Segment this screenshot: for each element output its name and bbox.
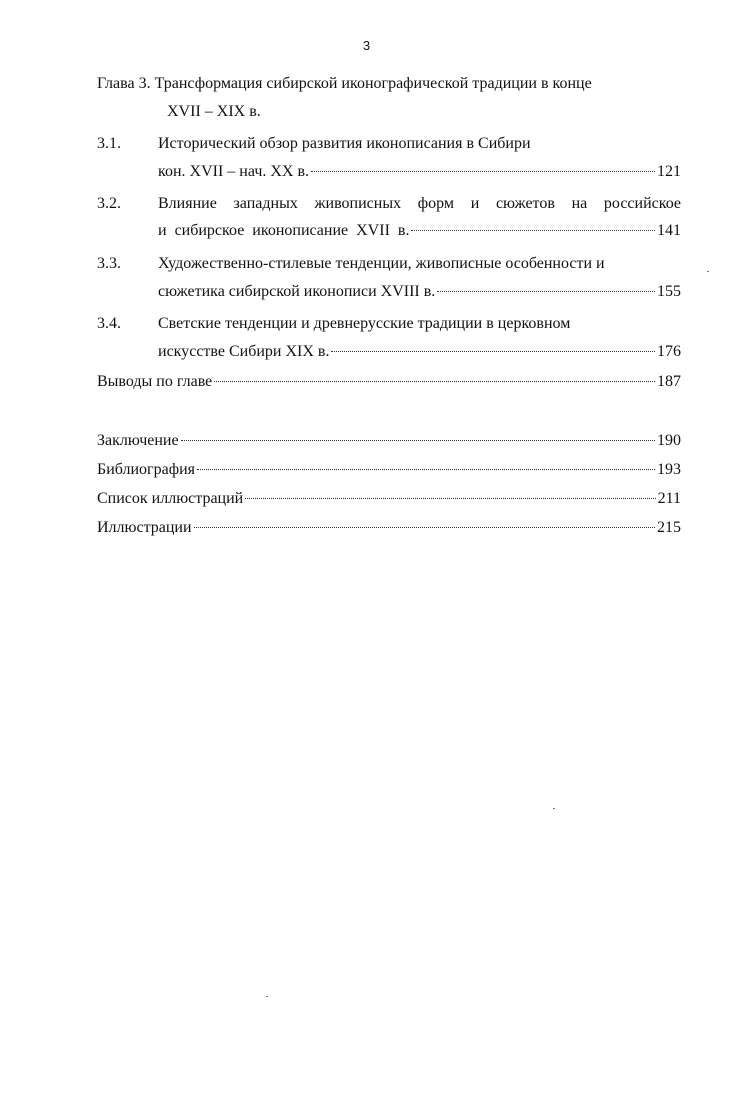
toc-entry-3-4-leader (158, 340, 681, 364)
toc-entry-illyustracii (97, 516, 681, 540)
section-number: 3.2. (97, 195, 121, 212)
toc-entry-conclusions (97, 370, 681, 394)
dot-leader (197, 469, 655, 470)
chapter-title-line2: XVII – XIX в. (167, 103, 261, 120)
dot-leader (181, 440, 655, 441)
page-ref: 193 (657, 461, 681, 478)
section-title-line2: искусстве Сибири XIX в. (158, 343, 330, 360)
toc-entry-3-1-leader (158, 160, 681, 184)
toc-entry-3-3-leader (158, 280, 681, 304)
section-number: 3.4. (97, 315, 121, 332)
section-title-line1: Художественно-стилевые тенденции, живописные особенности и (158, 255, 605, 272)
dot-leader (331, 351, 655, 352)
page-number: 3 (362, 38, 371, 53)
dot-leader (437, 291, 655, 292)
section-number: 3.1. (97, 135, 121, 152)
page-ref: 211 (657, 490, 681, 507)
dot-leader (411, 230, 655, 231)
page-ref: 190 (657, 432, 681, 449)
page-ref: 215 (657, 519, 681, 536)
page-ref: 141 (657, 222, 681, 239)
toc-entry-zaklyuchenie (97, 429, 681, 453)
toc-entry-3-3 (97, 252, 681, 278)
toc-entry-3-4 (97, 312, 681, 338)
section-title-line2: кон. XVII – нач. XX в. (158, 163, 310, 180)
section-number: 3.3. (97, 255, 121, 272)
dot-leader (311, 171, 655, 172)
page-ref: 187 (657, 373, 681, 390)
entry-title: Библиография (97, 461, 195, 478)
toc-entry-3-2 (97, 192, 681, 218)
dot-leader (214, 381, 655, 382)
section-title-line1: Светские тенденции и древнерусские традиции в церковном (158, 315, 571, 332)
toc-entry-3-1 (97, 132, 681, 158)
chapter-heading-continued (97, 100, 681, 126)
dot-leader (194, 527, 655, 528)
chapter-title-line1: Глава 3. Трансформация сибирской иконографической традиции в конце (97, 75, 592, 92)
scan-speck (553, 808, 555, 809)
entry-title: Иллюстрации (97, 519, 192, 536)
toc-entry-3-2-leader (158, 219, 681, 243)
dot-leader (245, 498, 655, 499)
scan-speck (707, 271, 709, 272)
section-title-line2: сюжетика сибирской иконописи XVIII в. (158, 283, 436, 300)
toc-entry-bibliografiya (97, 458, 681, 482)
entry-title: Выводы по главе (97, 373, 213, 390)
section-title-line1: Исторический обзор развития иконописания в Сибири (158, 135, 531, 152)
page-ref: 155 (657, 283, 681, 300)
page-ref: 176 (657, 343, 681, 360)
scan-speck (266, 996, 268, 997)
page-ref: 121 (657, 163, 681, 180)
entry-title: Заключение (97, 432, 179, 449)
chapter-heading (97, 72, 681, 98)
entry-title: Список иллюстраций (97, 490, 244, 507)
section-title-line1: Влияние западных живописных форм и сюжетов на российское (158, 195, 681, 212)
section-title-line2: и сибирское иконописание XVII в. (158, 222, 410, 239)
toc-entry-spisok-illyustraciy (97, 487, 681, 511)
